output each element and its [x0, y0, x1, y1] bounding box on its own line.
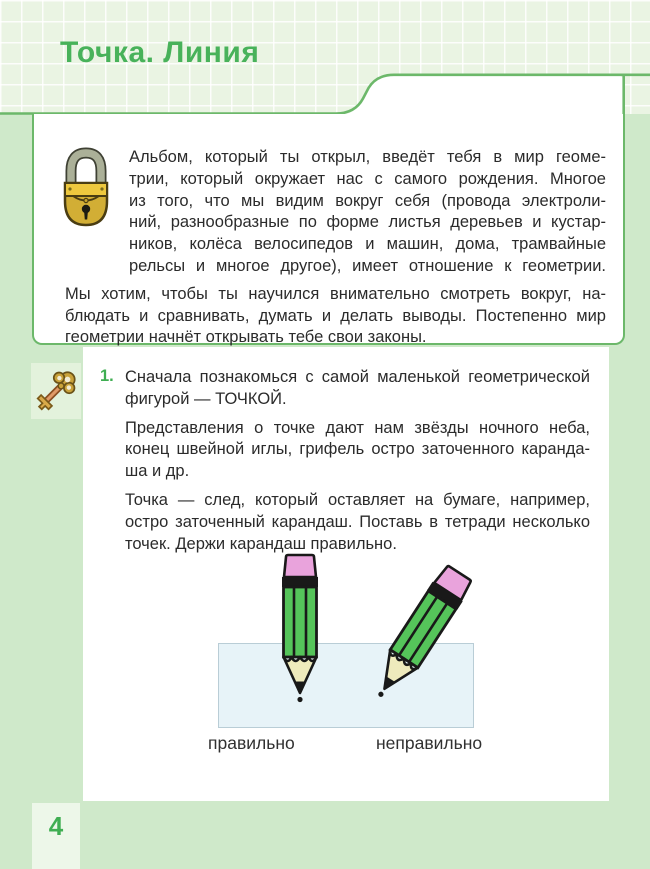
- header-curve-divider: [0, 60, 650, 116]
- page-number-tab: [32, 803, 80, 869]
- intro-box: [32, 114, 625, 345]
- page-title: Точка. Линия: [60, 36, 260, 69]
- key-icon: [31, 363, 81, 419]
- pencil-upright-icon: [277, 553, 323, 705]
- caption-correct: правильно: [208, 733, 295, 753]
- caption-incorrect: неправильно: [376, 733, 483, 753]
- page-number: 4: [48, 811, 64, 841]
- exercise-number: 1.: [100, 367, 114, 385]
- paper-sheet: [218, 643, 474, 728]
- exercise-paragraph-3: Точка — след, который оставляет на бумаге, например, остро заточенный карандаш. Поставь в тетради несколько точек. Держи карандаш правильно.: [125, 490, 590, 553]
- intro-paragraph-2: Мы хотим, чтобы ты научился внимательно смотреть вокруг, на- блюдать и сравнивать, думать и делать выводы. Постепенно мир геометрии начнёт открывать тебе свои законы.: [65, 284, 606, 347]
- exercise-1: [83, 347, 609, 801]
- intro-paragraph-1: Альбом, который ты открыл, введёт тебя в мир геоме- трии, который окружает нас с самого рождения. Многое из того, что мы видим вокруг себя (провода электроли- ний, разнообразные по форме листья деревьев и кустар- ников, колёса велосипедов и машин, дома, трамвайные рельсы и многое другое), имеет отношение к геометрии.: [129, 148, 606, 275]
- padlock-icon: [60, 146, 112, 230]
- exercise-paragraph-2: Представления о точке дают нам звёзды ночного неба, конец швейной иглы, грифель остро заточенного каранда- ша и др.: [125, 418, 590, 481]
- exercise-paragraph-1: Сначала познакомься с самой маленькой геометрической фигурой — ТОЧКОЙ.: [125, 368, 590, 408]
